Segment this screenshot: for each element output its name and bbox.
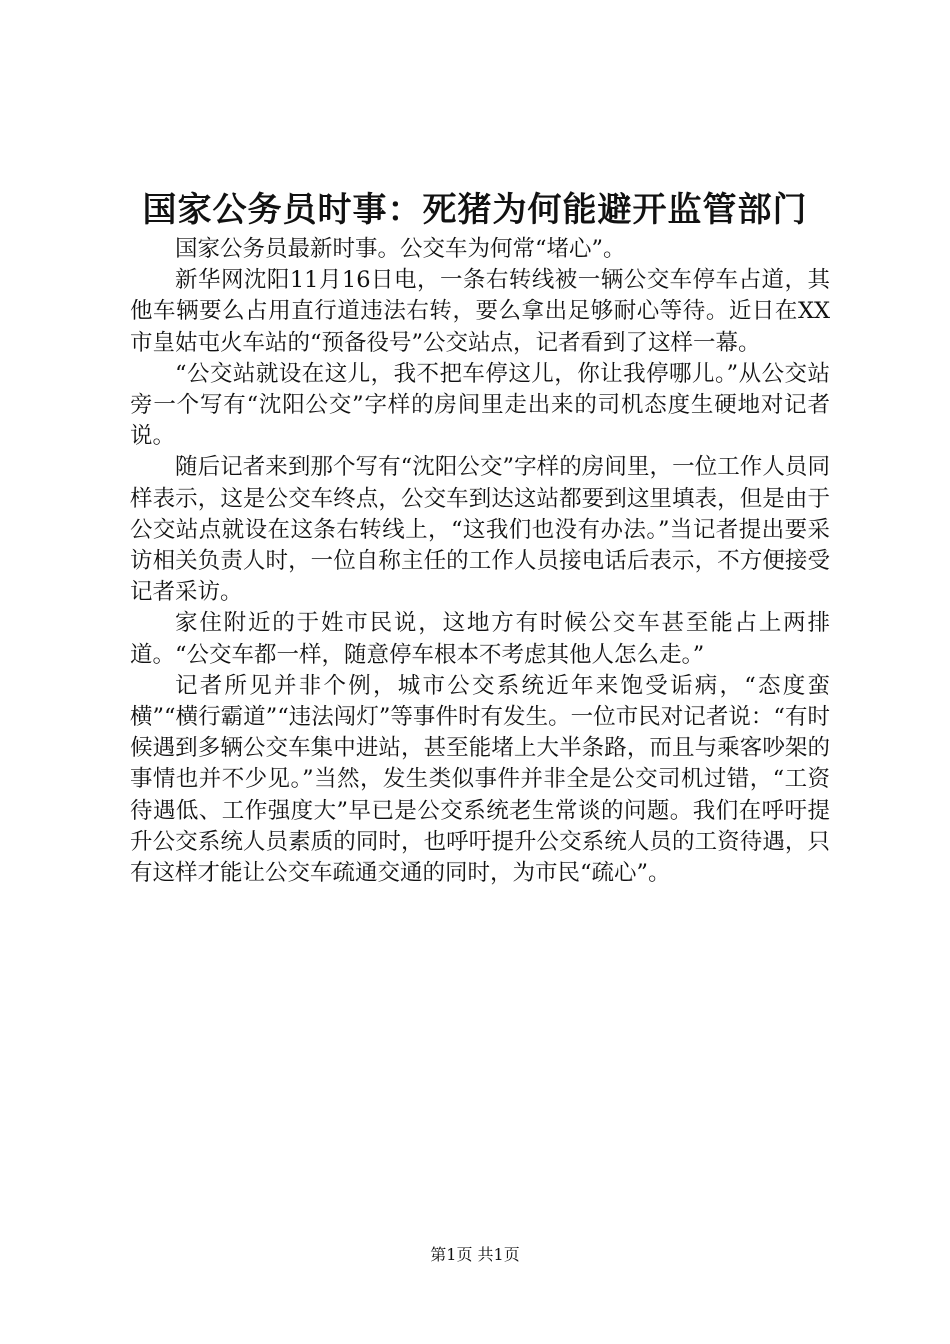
paragraph-5: 家住附近的于姓市民说，这地方有时候公交车甚至能占上两排道。“公交车都一样，随意停车根本不考虑其他人怎么走。” bbox=[130, 610, 830, 668]
paragraph-3: “公交站就设在这儿，我不把车停这儿，你让我停哪儿。”从公交站旁一个写有“沈阳公交”字样的房间里走出来的司机态度生硬地对记者说。 bbox=[130, 360, 830, 450]
paragraph-4: 随后记者来到那个写有“沈阳公交”字样的房间里，一位工作人员同样表示，这是公交车终点，公交车到达这站都要到这里填表，但是由于公交站点就设在这条右转线上，“这我们也没有办法。”当记者提出要采访相关负责人时，一位自称主任的工作人员接电话后表示，不方便接受记者采访。 bbox=[130, 454, 830, 606]
document-title: 国家公务员时事：死猪为何能避开监管部门 bbox=[142, 190, 808, 230]
paragraph-2: 新华网沈阳11月16日电，一条右转线被一辆公交车停车占道，其他车辆要么占用直行道违法右转，要么拿出足够耐心等待。近日在XX市皇姑屯火车站的“预备役号”公交站点，记者看到了这样一幕。 bbox=[130, 267, 830, 356]
page-footer: 第1页 共1页 bbox=[430, 1245, 520, 1264]
document-body bbox=[130, 234, 830, 889]
paragraph-1: 国家公务员最新时事。公交车为何常“堵心”。 bbox=[175, 236, 626, 262]
paragraph-6: 记者所见并非个例，城市公交系统近年来饱受诟病，“态度蛮横”“横行霸道”“违法闯灯”等事件时有发生。一位市民对记者说：“有时候遇到多辆公交车集中进站，甚至能堵上大半条路，而且与乘客吵架的事情也并不少见。”当然，发生类似事件并非全是公交司机过错，“工资待遇低、工作强度大”早已是公交系统老生常谈的问题。我们在呼吁提升公交系统人员素质的同时，也呼吁提升公交系统人员的工资待遇，只有这样才能让公交车疏通交通的同时，为市民“疏心”。 bbox=[130, 672, 830, 887]
